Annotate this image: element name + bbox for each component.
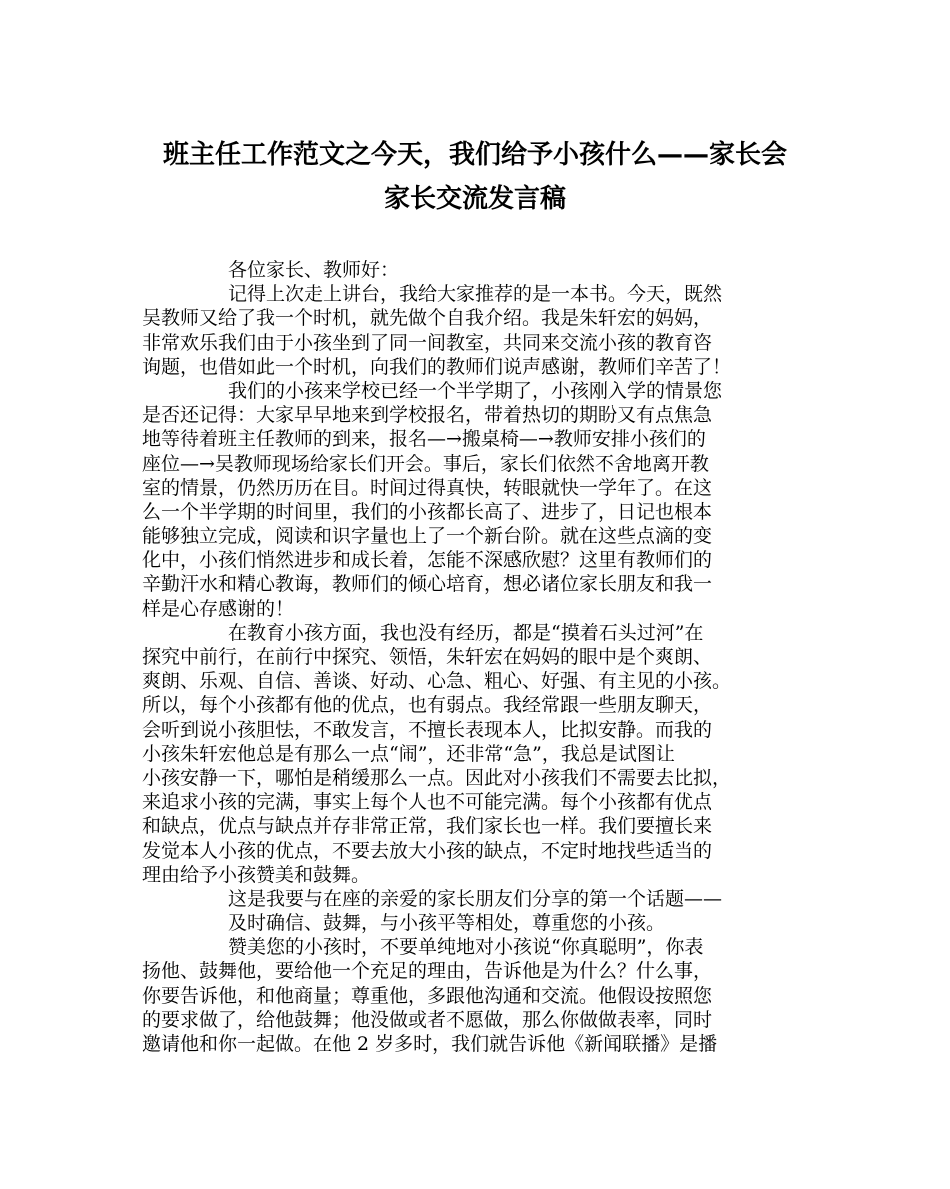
body-text-line: 扬他、鼓舞他，要给他一个充足的理由，告诉他是为什么？什么事， xyxy=(142,960,713,983)
body-text-line: 非常欢乐我们由于小孩坐到了同一间教室，共同来交流小孩的教育咨 xyxy=(142,331,713,354)
body-text-line: 你要告诉他，和他商量；尊重他，多跟他沟通和交流。他假设按照您 xyxy=(142,984,713,1007)
body-text-line: 所以，每个小孩都有他的优点，也有弱点。我经常跟一些朋友聊天， xyxy=(142,694,713,717)
body-text-line: 能够独立完成，阅读和识字量也上了一个新台阶。就在这些点滴的变 xyxy=(142,525,713,548)
body-text-line: 吴教师又给了我一个时机，就先做个自我介绍。我是朱轩宏的妈妈， xyxy=(142,307,713,330)
body-text-line: 的要求做了，给他鼓舞；他没做或者不愿做，那么你做做表率，同时 xyxy=(142,1008,713,1031)
body-text-line: 样是心存感谢的！ xyxy=(142,597,295,620)
body-text-line: 发觉本人小孩的优点，不要去放大小孩的缺点，不定时地找些适当的 xyxy=(142,839,713,862)
body-text-line: 在教育小孩方面，我也没有经历，都是“摸着石头过河”在 xyxy=(228,621,704,644)
body-text-line: 理由给予小孩赞美和鼓舞。 xyxy=(142,863,371,886)
body-text-line: 这是我要与在座的亲爱的家长朋友们分享的第一个话题—— xyxy=(228,887,723,910)
body-text-line: 记得上次走上讲台，我给大家推荐的是一本书。今天，既然 xyxy=(228,283,723,306)
body-text-line: 我们的小孩来学校已经一个半学期了，小孩刚入学的情景您 xyxy=(228,379,723,402)
body-text-line: 及时确信、鼓舞，与小孩平等相处，尊重您的小孩。 xyxy=(228,912,666,935)
document-title-line-2: 家长交流发言稿 xyxy=(383,184,566,214)
body-text-line: 小孩朱轩宏他总是有那么一点“闹”，还非常“急”，我总是试图让 xyxy=(142,742,675,765)
body-text-line: 小孩安静一下，哪怕是稍缓那么一点。因此对小孩我们不需要去比拟， xyxy=(142,766,732,789)
body-text-line: 辛勤汗水和精心教诲，教师们的倾心培育，想必诸位家长朋友和我一 xyxy=(142,573,713,596)
body-text-line: 询题，也借如此一个时机，向我们的教师们说声感谢，教师们辛苦了！ xyxy=(142,355,732,378)
body-text-line: 么一个半学期的时间里，我们的小孩都长高了、进步了，日记也根本 xyxy=(142,500,713,523)
body-text-line: 座位—→吴教师现场给家长们开会。事后，家长们依然不舍地离开教 xyxy=(142,452,709,475)
body-text-line: 是否还记得：大家早早地来到学校报名，带着热切的期盼又有点焦急 xyxy=(142,404,713,427)
document-title-line-1: 班主任工作范文之今天，我们给予小孩什么——家长会 xyxy=(162,140,787,170)
body-text-line: 和缺点，优点与缺点并存非常正常，我们家长也一样。我们要擅长来 xyxy=(142,815,713,838)
body-text-line: 各位家长、教师好： xyxy=(228,259,400,281)
body-text-line: 爽朗、乐观、自信、善谈、好动、心急、粗心、好强、有主见的小孩。 xyxy=(142,670,732,693)
body-text-line: 来追求小孩的完满，事实上每个人也不可能完满。每个小孩都有优点 xyxy=(142,791,713,814)
document-body xyxy=(142,258,822,1056)
body-text-line: 探究中前行，在前行中探究、领悟，朱轩宏在妈妈的眼中是个爽朗、 xyxy=(142,646,713,668)
body-text-line: 会听到说小孩胆怯，不敢发言，不擅长表现本人，比拟安静。而我的 xyxy=(142,718,713,741)
body-text-line: 化中，小孩们悄然进步和成长着，怎能不深感欣慰？这里有教师们的 xyxy=(142,549,713,572)
body-text-line: 地等待着班主任教师的到来，报名—→搬桌椅—→教师安排小孩们的 xyxy=(142,428,706,451)
body-text-line: 赞美您的小孩时，不要单纯地对小孩说“你真聪明”，你表 xyxy=(228,936,704,959)
body-text-line: 室的情景，仍然历历在目。时间过得真快，转眼就快一学年了。在这 xyxy=(142,476,713,499)
body-text-line: 邀请他和你一起做。在他 2 岁多时，我们就告诉他《新闻联播》是播 xyxy=(142,1033,718,1055)
